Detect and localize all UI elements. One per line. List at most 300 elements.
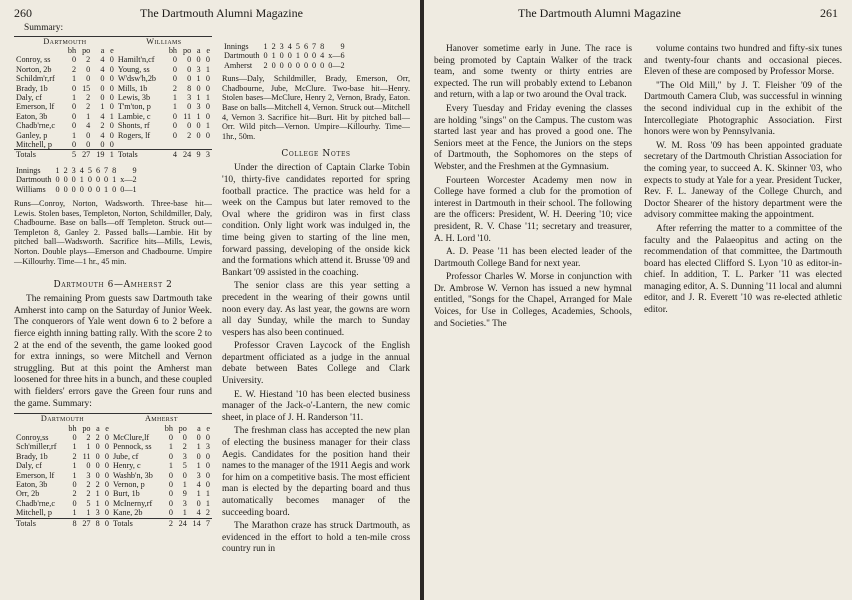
team-header-row [14, 36, 212, 46]
stat-cell: 0 [168, 498, 173, 508]
innings-score: 0 [312, 51, 317, 61]
paragraph: The senior class are this year setting a precedent in the wearing of their gowns until noon every day. As last year, the gowns are worn all day Sunday, while the march to Sunday vespers has also been continued. [222, 281, 410, 338]
running-head-left: The Dartmouth Alumni Magazine [140, 6, 303, 20]
stat-cell: 0 [187, 102, 192, 112]
stat-cell: 0 [109, 130, 114, 140]
innings-score: 0 [303, 51, 309, 61]
innings-score: 2 [263, 60, 268, 70]
stat-cell: 0 [168, 480, 173, 490]
innings-score: 0—2 [328, 60, 345, 70]
innings-score: 0 [95, 175, 101, 185]
team-name: Amherst [111, 414, 212, 424]
stat-cell: 1 [182, 480, 187, 490]
stat-cell: 0 [95, 442, 100, 452]
innings-header: 5 [87, 165, 92, 175]
stat-cell: 9 [182, 489, 187, 499]
totals-row [14, 150, 212, 160]
stat-cell: 1 [168, 442, 173, 452]
left-column-2 [222, 42, 410, 558]
innings-score: 4 [320, 51, 325, 61]
stat-cell: 0 [196, 121, 201, 131]
stat-cell: 0 [168, 470, 173, 480]
stat-header: bh [164, 423, 173, 433]
player-name: Brady, 1b [16, 451, 48, 461]
stat-cell: 0 [86, 74, 91, 84]
player-name: Mills, 1b [117, 83, 148, 93]
paragraph: volume contains two hundred and fifty-six tunes and twenty-four chants and occasional pieces. Eleven of these are composed by Professor Morse. [644, 44, 842, 78]
stat-cell: 1 [196, 111, 201, 121]
player-name: Schildm'r,rf [16, 74, 55, 84]
stat-cell: 2 [187, 130, 192, 140]
player-name: Pennock, ss [112, 442, 152, 452]
stat-cell: 1 [86, 508, 91, 518]
stat-cell: 0 [168, 489, 173, 499]
stat-cell: 0 [196, 55, 201, 65]
stat-cell: 11 [82, 451, 91, 461]
stat-cell: 0 [109, 140, 114, 150]
stat-cell: 8 [187, 83, 192, 93]
totals-cell: 2 [161, 518, 175, 528]
innings-header: 9 [340, 42, 345, 51]
innings-header-row [14, 166, 139, 175]
stat-cell: 1 [100, 102, 105, 112]
stat-cell: 0 [205, 461, 210, 471]
table-row [14, 508, 212, 518]
innings-row [222, 61, 347, 70]
runs-summary-williams: Runs—Conroy, Norton, Wadsworth. Three-base hit—Lewis. Stolen bases, Templeton, Norton, Schildmiller, Daly, Chadbourne. Base on balls—off Templeton. Struck out—Templeton 8, Ganley 2. Passed balls—Lambie. Hit by pitched ball—Wadsworth. Sacrifice hits—Mills, Lewis, Norton. Double plays—Emerson and Chadbourne. Umpire—Killourhy. Time—1 hr., 45 min. [14, 199, 212, 266]
player-name: Ganley, p [16, 130, 48, 140]
paragraph: "The Old Mill," by J. T. Fleisher '09 of the Dartmouth Camera Club, was successful in winning the second individual cup in the exhibit of the Intercollegiate Photographic Association. First honors were won by Pennsylvania. [644, 80, 842, 138]
innings-score: 0 [287, 60, 292, 70]
team-header-row [14, 414, 212, 424]
innings-score: 0 [279, 60, 284, 70]
stat-cell: 2 [72, 64, 77, 74]
runs-summary-amherst: Runs—Daly, Schildmiller, Brady, Emerson, Orr, Chadbourne, Jube, McClure. Two-base hit—Henry. Stolen bases—McClure, Henry 2, Vernon, Brady, Eaton. Base on balls—Mitchell 4, Vernon. Struck out—Mitchell 4, Vernon 3. Sacrifice hit—Burt. Hit by pitched ball—Orr. Wild pitch—Vernon. Umpire—Killourhy. Time—1hr., 50m. [222, 74, 410, 141]
innings-header: 4 [79, 165, 84, 175]
innings-row [222, 51, 347, 60]
stat-cell: 0 [95, 470, 100, 480]
innings-header: 2 [63, 165, 68, 175]
stat-cell: 0 [187, 64, 192, 74]
stat-cell: 0 [86, 140, 91, 150]
stat-cell: 3 [196, 102, 201, 112]
player-name: Hamilt'n,cf [117, 55, 155, 65]
innings-amherst [222, 42, 347, 70]
college-notes-text [222, 163, 410, 556]
innings-header: 3 [279, 42, 284, 51]
player-name: Conroy,ss [16, 433, 49, 442]
running-head-right: The Dartmouth Alumni Magazine [518, 6, 681, 20]
stat-header: a [197, 423, 201, 433]
stat-header [14, 46, 64, 55]
innings-header: 3 [71, 165, 76, 175]
stat-cell: 0 [196, 130, 201, 140]
stat-cell: 0 [109, 93, 114, 103]
stat-cell: 5 [86, 498, 91, 508]
innings-header: 4 [287, 42, 292, 51]
table-row [14, 102, 212, 111]
left-page [0, 0, 420, 600]
stat-cell: 1 [196, 489, 201, 499]
stat-cell: 1 [86, 442, 91, 452]
stat-cell: 1 [172, 93, 177, 103]
stat-header: po [178, 423, 187, 433]
player-name: T'm'ton, p [117, 102, 151, 112]
stat-cell: 5 [182, 461, 187, 471]
paragraph: The Marathon craze has struck Dartmouth, as evidenced in the effort to hold a ten-mile cross country run in [222, 521, 410, 555]
innings-score: 0 [87, 184, 92, 194]
player-name: Henry, c [112, 461, 141, 471]
innings-header: 1 [55, 165, 60, 175]
stat-cell: 1 [205, 121, 210, 131]
stat-cell: 3 [196, 470, 201, 480]
stat-header-row [14, 46, 212, 55]
stat-cell: 0 [104, 461, 109, 471]
stat-cell: 1 [196, 93, 201, 103]
innings-score: 0 [104, 175, 109, 185]
player-name: Lambie, c [117, 111, 151, 121]
stat-cell: 4 [100, 55, 105, 65]
stat-cell: 0 [95, 451, 100, 461]
stat-cell: 1 [196, 442, 201, 452]
totals-cell: Totals [14, 518, 65, 528]
stat-cell: 0 [72, 102, 77, 112]
right-column-1 [434, 44, 632, 332]
totals-cell: 3 [203, 150, 212, 160]
stat-cell: 0 [104, 498, 109, 508]
innings-header: 9 [132, 165, 137, 175]
stat-cell: 0 [72, 480, 77, 490]
team-name: Dartmouth [224, 51, 260, 61]
stat-cell: 2 [72, 451, 77, 461]
innings-score: 0 [55, 175, 60, 185]
innings-header: Innings [16, 165, 41, 175]
stat-cell: 0 [72, 111, 77, 121]
stat-cell: 0 [182, 433, 187, 442]
stat-cell: 0 [72, 55, 77, 65]
stat-cell: 0 [109, 121, 114, 131]
player-name: Daly, cf [16, 461, 42, 471]
innings-score: 0—1 [120, 184, 137, 194]
player-name: Chadb'rne,c [16, 121, 55, 131]
stat-cell: 0 [172, 64, 177, 74]
innings-score: 0 [55, 184, 60, 194]
left-column-1 [14, 24, 212, 528]
totals-cell: 19 [92, 150, 106, 160]
stat-cell: 4 [196, 480, 201, 490]
stat-cell: 0 [100, 140, 105, 150]
player-name: Rogers, lf [117, 130, 151, 140]
stat-cell: 0 [72, 121, 77, 131]
totals-cell: Totals [111, 518, 161, 528]
stat-header: a [100, 46, 105, 55]
stat-cell [179, 140, 193, 150]
totals-cell: 8 [65, 518, 79, 528]
paragraph: A. D. Pease '11 has been elected leader of the Dartmouth College Band for next year. [434, 247, 632, 269]
stat-header: a [96, 423, 100, 433]
stat-cell: 1 [72, 508, 77, 518]
table-row [14, 442, 212, 451]
stat-cell: 2 [100, 121, 105, 131]
totals-cell: 8 [93, 518, 102, 528]
stat-cell: 1 [72, 461, 77, 471]
stat-cell: 3 [182, 498, 187, 508]
stat-cell: 0 [100, 74, 105, 84]
table-row [14, 471, 212, 480]
stat-cell: 0 [168, 451, 173, 461]
stat-cell: 0 [187, 74, 192, 84]
innings-score: 1 [79, 175, 84, 185]
stat-cell: 2 [86, 55, 91, 65]
innings-score: 0 [87, 175, 92, 185]
stat-header: e [110, 46, 114, 55]
stat-cell: 0 [205, 470, 210, 480]
innings-header: 8 [112, 165, 117, 175]
table-row [14, 461, 212, 470]
box-score-amherst [14, 413, 212, 528]
innings-score: 1 [295, 51, 300, 61]
totals-cell: 7 [203, 518, 212, 528]
stat-cell: 2 [182, 442, 187, 452]
stat-cell: 4 [100, 111, 105, 121]
stat-cell: 0 [72, 433, 77, 442]
right-column-2 [644, 44, 842, 319]
stat-cell: 1 [72, 470, 77, 480]
stat-cell: 0 [205, 451, 210, 461]
stat-cell: 0 [196, 451, 201, 461]
stat-cell: 1 [168, 461, 173, 471]
stat-header-row [14, 424, 212, 433]
stat-cell: 0 [104, 480, 109, 490]
player-name: Emerson, lf [16, 102, 55, 112]
player-name: W'dsw'h,2b [117, 74, 157, 84]
innings-score: 1 [104, 184, 109, 194]
stat-cell: 0 [109, 64, 114, 74]
paragraph: Professor Charles W. Morse in conjunction with Dr. Ambrose W. Vernon has issued a new hymnal entitled, "Songs for the Chapel, Arranged for Male Voices, for Use in Colleges, Academies, Schools, and Societies." The [434, 272, 632, 329]
player-name: Emerson, lf [16, 470, 55, 480]
totals-cell: 24 [175, 518, 189, 528]
stat-cell: 0 [187, 55, 192, 65]
stat-cell: 0 [72, 140, 77, 150]
innings-header: 6 [303, 42, 309, 51]
totals-cell: 4 [165, 150, 179, 160]
stat-cell: 0 [172, 121, 177, 131]
stat-cell: 4 [196, 508, 201, 518]
innings-score: 0 [320, 60, 325, 70]
stat-header: e [105, 423, 109, 433]
stat-cell: 2 [95, 480, 100, 490]
innings-score: 0 [95, 184, 101, 194]
stat-cell: 15 [82, 83, 91, 93]
stat-cell: 2 [86, 489, 91, 499]
stat-cell: 2 [72, 489, 77, 499]
table-row [14, 131, 212, 140]
stat-cell: 2 [172, 83, 177, 93]
stat-cell: 1 [205, 64, 210, 74]
paragraph: W. M. Ross '09 has been appointed graduate secretary of the Dartmouth Christian Association for the coming year, to succeed A. K. Skinner '03, who expects to study at Yale for a year. President Tucker, Rev. F. L. Janeway of the College Church, and Doctor Shearer of the history department were the advisory committee making the appointment. [644, 140, 842, 221]
stat-header [111, 424, 161, 433]
stat-cell: 0 [72, 498, 77, 508]
stat-cell: 0 [104, 508, 109, 518]
table-row [14, 65, 212, 74]
table-row [14, 121, 212, 130]
stat-cell: 4 [86, 121, 91, 131]
stat-cell: 0 [205, 480, 210, 490]
team-name: Williams [116, 36, 212, 46]
table-row [14, 112, 212, 121]
stat-cell: 1 [72, 74, 77, 84]
table-row [14, 499, 212, 508]
stat-cell: 1 [196, 461, 201, 471]
innings-score: 0 [71, 175, 76, 185]
stat-header: po [82, 423, 91, 433]
paragraph: Hanover sometime early in June. The race is being promoted by Captain Walker of the track team, and some twenty or thirty entries are expected. The run will probably extend to Lebanon and return, with a lap or two around the Oval track. [434, 44, 632, 101]
stat-cell: 0 [196, 498, 201, 508]
stat-cell: 0 [205, 55, 210, 65]
paragraph: The freshman class has accepted the new plan of electing the business manager for their class Aegis. Candidates for the position hand their names to the manager of the 1911 Aegis and work for him on a competitive basis. The most efficient man is elected by the departing board and thus automatically becomes manager of the succeeding board. [222, 426, 410, 518]
stat-cell: 1 [205, 489, 210, 499]
stat-cell: 1 [205, 498, 210, 508]
stat-cell [193, 140, 202, 150]
totals-cell: 14 [189, 518, 203, 528]
table-row [14, 433, 212, 442]
totals-cell: Totals [14, 150, 64, 160]
stat-cell: 2 [95, 433, 100, 442]
team-name: Dartmouth [14, 36, 116, 46]
stat-cell: 2 [86, 102, 91, 112]
stat-cell: 0 [72, 83, 77, 93]
stat-cell: 0 [187, 121, 192, 131]
paragraph: E. W. Hiestand '10 has been elected business manager of the Jack-o'-Lantern, the new comic sheet, in place of J. H. Randerson '11. [222, 389, 410, 423]
innings-score: 1 [271, 51, 276, 61]
innings-score: 0 [287, 51, 292, 61]
innings-score: 0 [263, 51, 268, 61]
box-score-williams [14, 36, 212, 160]
stat-header: bh [68, 423, 77, 433]
innings-score: 0 [79, 184, 84, 194]
stat-cell: 3 [196, 64, 201, 74]
stat-cell: 0 [86, 64, 91, 74]
player-name: Conroy, ss [16, 55, 51, 65]
stat-cell: 0 [100, 83, 105, 93]
stat-cell: 0 [104, 489, 109, 499]
stat-cell: 3 [182, 451, 187, 461]
right-page [424, 0, 852, 600]
innings-header: 7 [104, 165, 109, 175]
player-name: Vernon, p [112, 480, 145, 490]
player-name: Orr, 2b [16, 489, 40, 499]
stat-cell: 0 [172, 74, 177, 84]
stat-cell: 0 [100, 93, 105, 103]
team-name: Amherst [224, 60, 253, 70]
player-name: Eaton, 3b [16, 480, 48, 490]
stat-cell: 1 [86, 111, 91, 121]
stat-cell: 0 [168, 508, 173, 518]
stat-cell: 0 [205, 433, 210, 442]
paragraph: After referring the matter to a committee of the faculty and the Palaeopitus and acting on the recommendation of that committee, the Dartmouth board has elected Clifford S. Lyon '10 as editor-in-chief. In addition, T. L. Parker '11 was elected managing editor, A. S. Dunning '11 local and alumni editor, and J. R. Everett '10 was re-elected athletic editor. [644, 223, 842, 316]
player-name: Mitchell, p [16, 508, 52, 518]
stat-cell: 0 [205, 130, 210, 140]
stat-cell: 0 [172, 111, 177, 121]
page-number-left: 260 [14, 6, 32, 20]
innings-score: x—2 [120, 175, 137, 185]
innings-score: 0 [63, 175, 68, 185]
player-name: Jube, cf [112, 451, 139, 461]
table-row [14, 480, 212, 489]
stat-cell [203, 140, 212, 150]
stat-cell: 1 [109, 111, 114, 121]
innings-header: 6 [95, 165, 101, 175]
stat-cell: 11 [183, 111, 192, 121]
stat-header: po [82, 46, 91, 55]
stat-cell: 0 [104, 470, 109, 480]
innings-score: 0 [295, 60, 300, 70]
stat-cell: 0 [109, 83, 114, 93]
innings-header: 7 [312, 42, 317, 51]
stat-header [14, 424, 65, 433]
team-name: Williams [16, 184, 46, 194]
stat-header: po [182, 46, 192, 55]
innings-row [14, 185, 139, 194]
innings-row [14, 175, 139, 184]
stat-header: bh [67, 46, 77, 55]
innings-score: 0 [312, 60, 317, 70]
innings-header: 1 [263, 42, 268, 51]
player-name: Mitchell, p [16, 140, 52, 150]
stat-cell: 3 [205, 442, 210, 452]
totals-cell: 24 [179, 150, 193, 160]
team-name: Dartmouth [16, 175, 52, 185]
player-name: Daly, cf [16, 93, 42, 103]
player-name: Chadb'rne,c [16, 498, 55, 508]
table-row [14, 84, 212, 93]
game-report-amherst [14, 294, 212, 410]
stat-header: e [206, 46, 210, 55]
totals-row [14, 518, 212, 528]
innings-header: 2 [271, 42, 276, 51]
stat-cell: 2 [86, 480, 91, 490]
stat-cell: 0 [205, 111, 210, 121]
innings-score: 1 [112, 175, 117, 185]
stat-cell: 0 [168, 433, 173, 442]
stat-cell: 3 [187, 93, 192, 103]
totals-cell: 27 [79, 518, 93, 528]
player-name: Sch'miller,rf [16, 442, 57, 452]
summary-title: Summary: [24, 23, 64, 33]
paragraph: Every Tuesday and Friday evening the classes are holding "sings" on the Campus. The custom was started last year and has proved a good one. The Seniors meet at the Fence, the Juniors on the steps of Dartmouth, the Sophomores on the steps of Webster, and the Freshmen at the Gymnasium. [434, 103, 632, 172]
stat-cell: 3 [86, 470, 91, 480]
innings-score: 0 [279, 51, 284, 61]
totals-cell: 5 [64, 150, 78, 160]
player-name: Kane, 2b [112, 508, 143, 518]
player-name: Eaton, 3b [16, 111, 48, 121]
innings-score: 0 [303, 60, 309, 70]
paragraph: Under the direction of Captain Clarke Tobin '10, thirty-five candidates reported for spring football practice. The practice was held for a week on the Campus but later removed to the Oval where the gridiron was in first class condition. Only light work was indulged in, the time being given to starting of the line men, forward passing, developing of the onside kick and the formations which attend it. Brusse '09 and Bankart '09 assisted in the coaching. [222, 163, 410, 278]
totals-cell: 0 [102, 518, 111, 528]
stat-cell: 2 [205, 508, 210, 518]
table-row [14, 452, 212, 461]
totals-cell: 9 [193, 150, 202, 160]
stat-cell: 0 [104, 442, 109, 452]
stat-cell: 0 [196, 83, 201, 93]
stat-cell: 0 [109, 102, 114, 112]
paragraph: Fourteen Worcester Academy men now in College have formed a club for the promotion of interest in Dartmouth in their school. The following are the officers: President, W. H. Deering '10; vice president, R. V. Chase '11; secretary and treasurer, A. H. Lord '10. [434, 175, 632, 244]
stat-cell: 1 [72, 130, 77, 140]
stat-cell: 0 [86, 461, 91, 471]
stat-cell: 1 [172, 102, 177, 112]
college-notes-heading: College Notes [281, 149, 351, 160]
innings-score: 0 [71, 184, 76, 194]
